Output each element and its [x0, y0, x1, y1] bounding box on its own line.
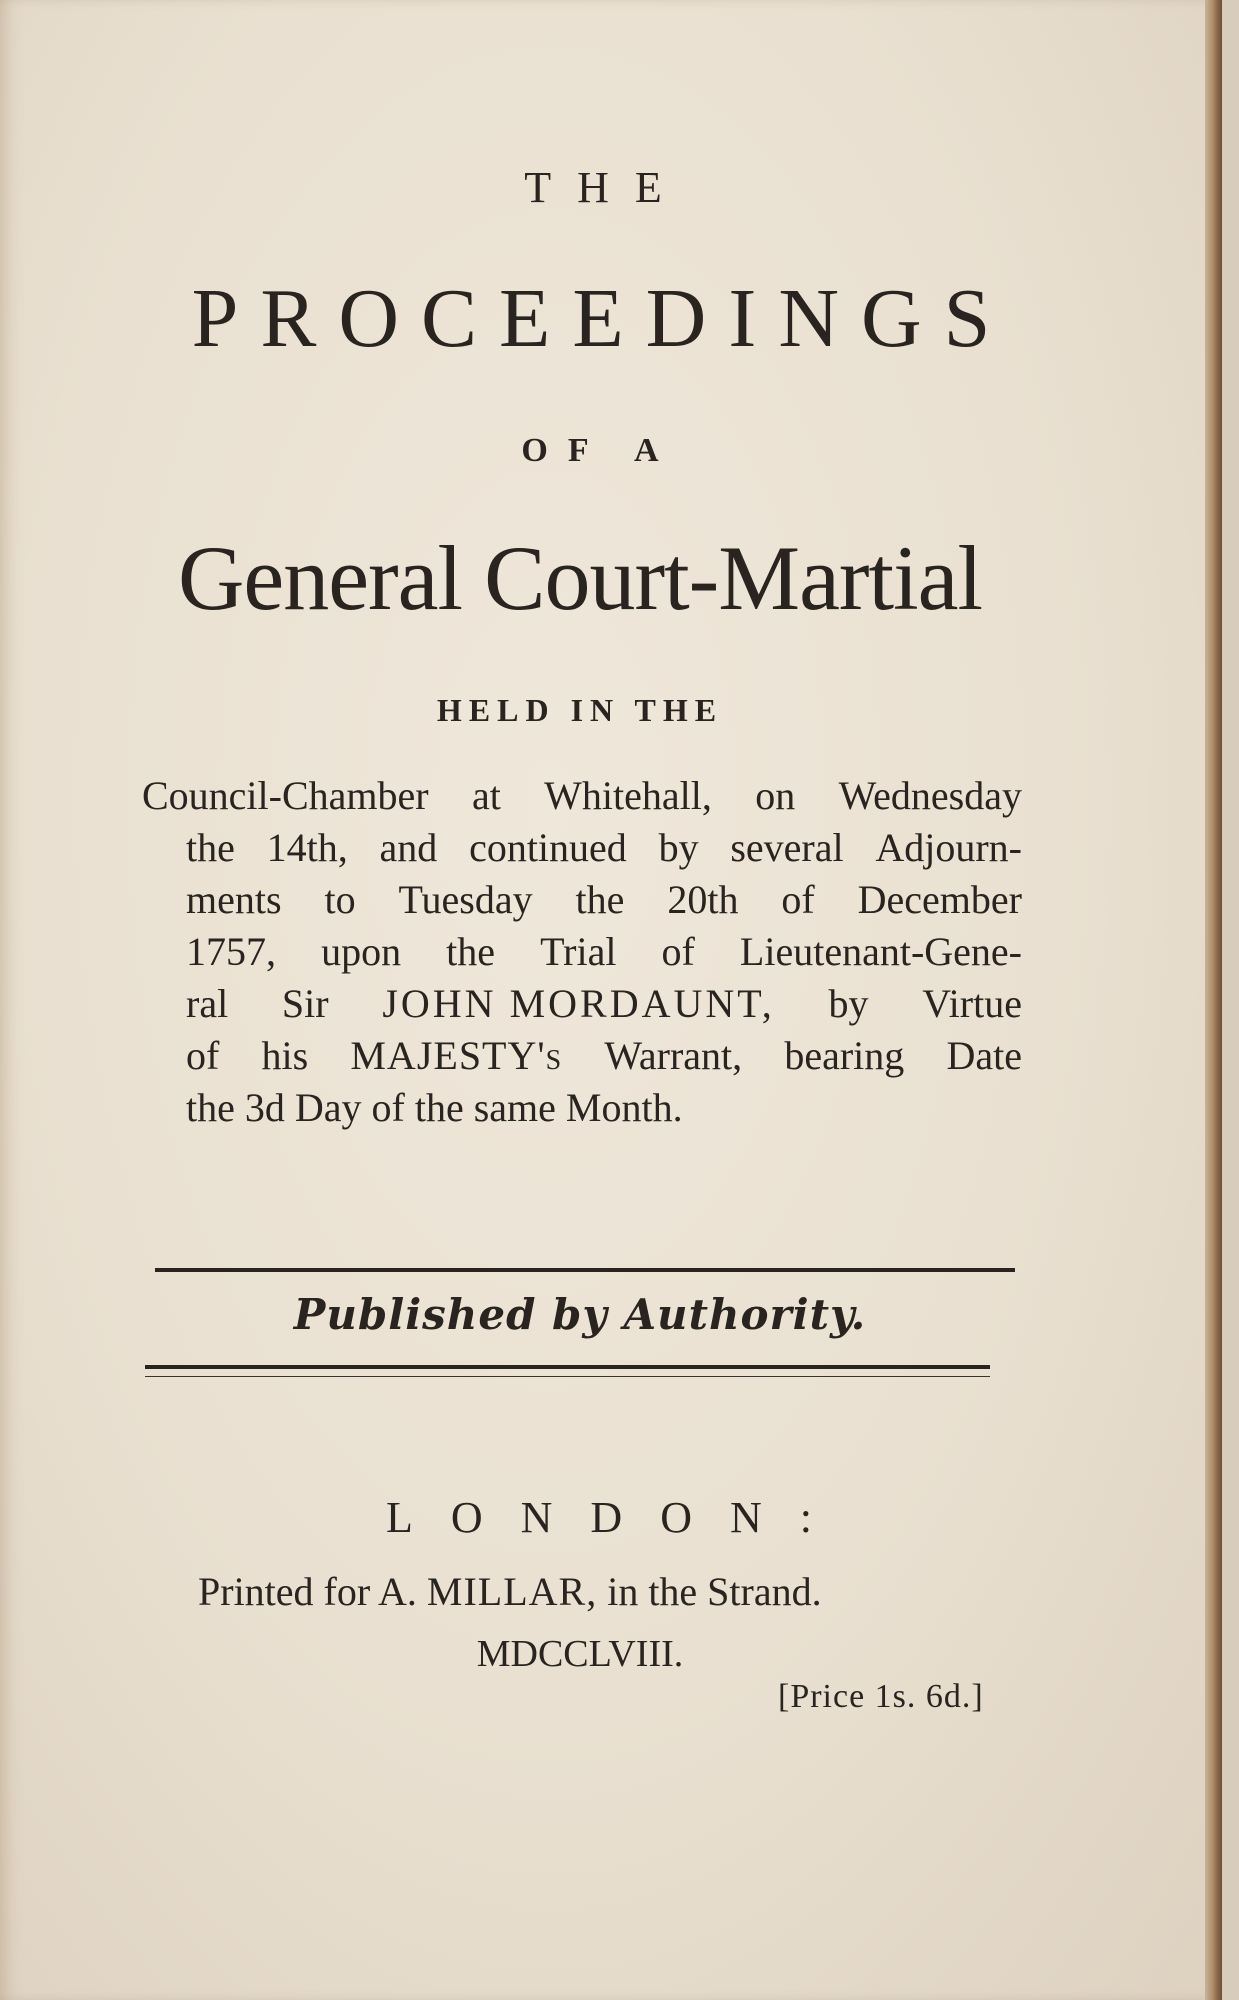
- imprint-year: MDCCLVIII.: [476, 1633, 684, 1675]
- body-line: ments to Tuesday the 20th of December: [186, 877, 1022, 922]
- page-edge: [1205, 0, 1222, 2000]
- majesty-word: MAJESTY's: [350, 1033, 563, 1078]
- body-line: the 3d Day of the same Month.: [186, 1085, 683, 1130]
- divider-bottom-thin: [145, 1376, 990, 1377]
- printer-name: MILLAR,: [426, 1569, 598, 1614]
- heading-proceedings: PROCEEDINGS: [191, 272, 1013, 365]
- imprint-london: LONDON:: [386, 1493, 850, 1542]
- heading-held-in-the: HELD IN THE: [436, 692, 724, 728]
- divider-bottom: [145, 1365, 990, 1369]
- imprint-printed-for: Printed for A. MILLAR, in the Strand.: [198, 1569, 822, 1614]
- body-line: Council-Chamber at Whitehall, on Wednesday: [142, 773, 1022, 818]
- divider-top: [155, 1268, 1015, 1272]
- body-paragraph: [142, 770, 1022, 1134]
- published-by-authority: Published by Authority.: [293, 1290, 867, 1339]
- name-john-mordaunt: JOHN MORDAUNT,: [382, 981, 775, 1026]
- body-line: ral Sir JOHN MORDAUNT, by Virtue: [142, 978, 1022, 1030]
- heading-of-a: OF A: [521, 432, 679, 469]
- body-line: of his MAJESTY's Warrant, bearing Date: [142, 1030, 1022, 1082]
- heading-court-martial: General Court-Martial: [177, 527, 983, 629]
- price-note: [Price 1s. 6d.]: [778, 1678, 984, 1715]
- body-line: the 14th, and continued by several Adjourn-: [186, 825, 1022, 870]
- heading-the: THE: [524, 163, 688, 212]
- body-line: 1757, upon the Trial of Lieutenant-Gene-: [186, 929, 1022, 974]
